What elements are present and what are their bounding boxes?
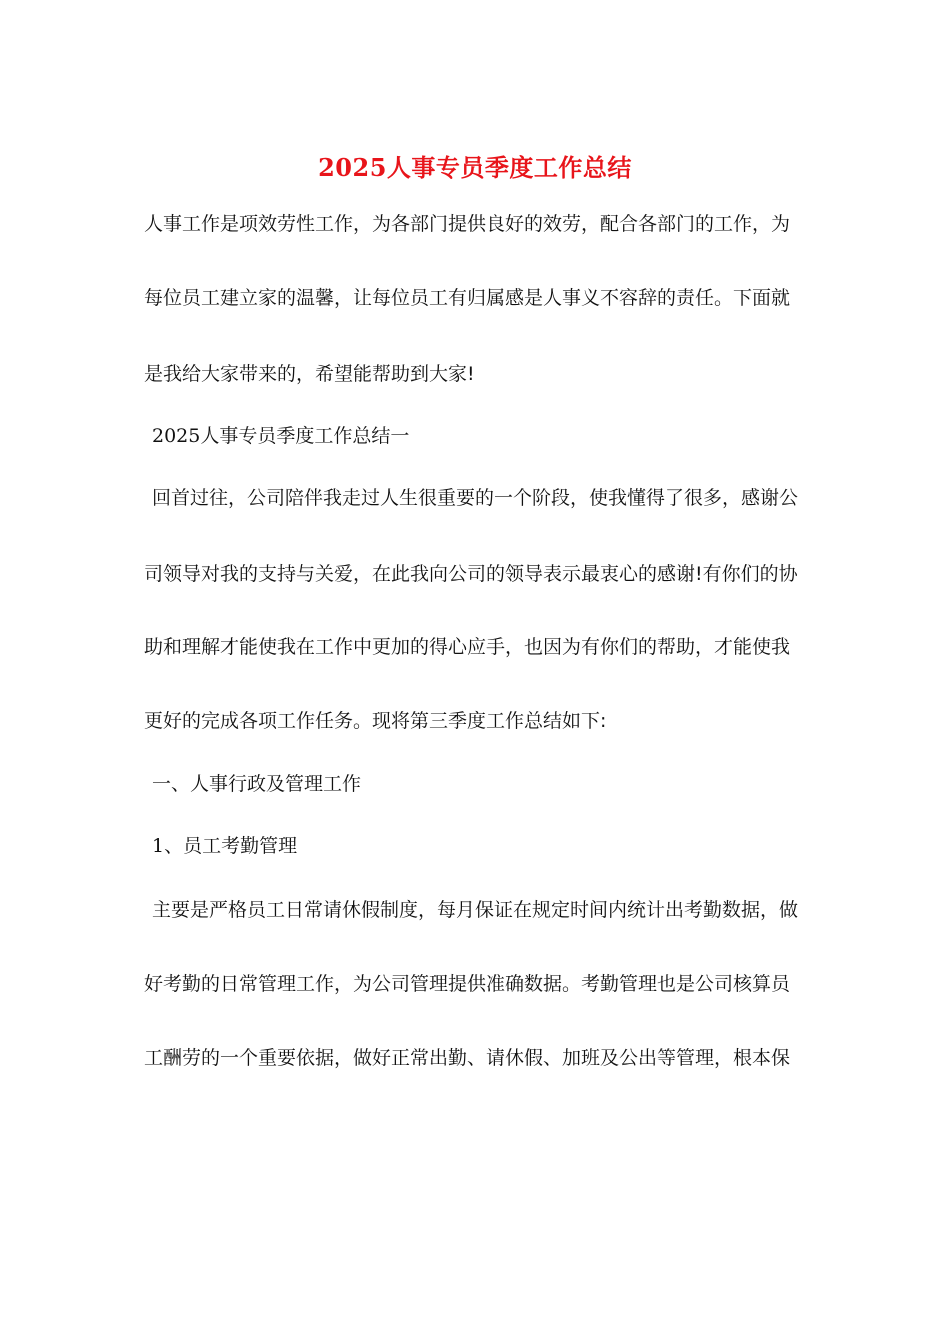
paragraph-line-1: 人事工作是项效劳性工作，为各部门提供良好的效劳，配合各部门的工作，为 xyxy=(144,213,791,235)
section-heading: 2025人事专员季度工作总结一 xyxy=(152,425,410,447)
document-title: 2025人事专员季度工作总结 xyxy=(318,153,632,182)
paragraph-line-7: 更好的完成各项工作任务。现将第三季度工作总结如下: xyxy=(144,710,607,732)
paragraph-line-9: 好考勤的日常管理工作，为公司管理提供准确数据。考勤管理也是公司核算员 xyxy=(144,973,791,995)
paragraph-line-5: 司领导对我的支持与关爱，在此我向公司的领导表示最衷心的感谢!有你们的协 xyxy=(144,563,798,585)
item-heading: 1、员工考勤管理 xyxy=(152,835,298,857)
paragraph-line-6: 助和理解才能使我在工作中更加的得心应手，也因为有你们的帮助，才能使我 xyxy=(144,636,791,658)
paragraph-line-10: 工酬劳的一个重要依据，做好正常出勤、请休假、加班及公出等管理，根本保 xyxy=(144,1047,791,1069)
paragraph-line-8: 主要是严格员工日常请休假制度，每月保证在规定时间内统计出考勤数据，做 xyxy=(152,899,799,921)
paragraph-line-3: 是我给大家带来的，希望能帮助到大家! xyxy=(144,363,475,385)
paragraph-line-4: 回首过往，公司陪伴我走过人生很重要的一个阶段，使我懂得了很多，感谢公 xyxy=(152,487,799,509)
paragraph-line-2: 每位员工建立家的温馨，让每位员工有归属感是人事义不容辞的责任。下面就 xyxy=(144,287,791,309)
subsection-heading: 一、人事行政及管理工作 xyxy=(152,773,362,795)
